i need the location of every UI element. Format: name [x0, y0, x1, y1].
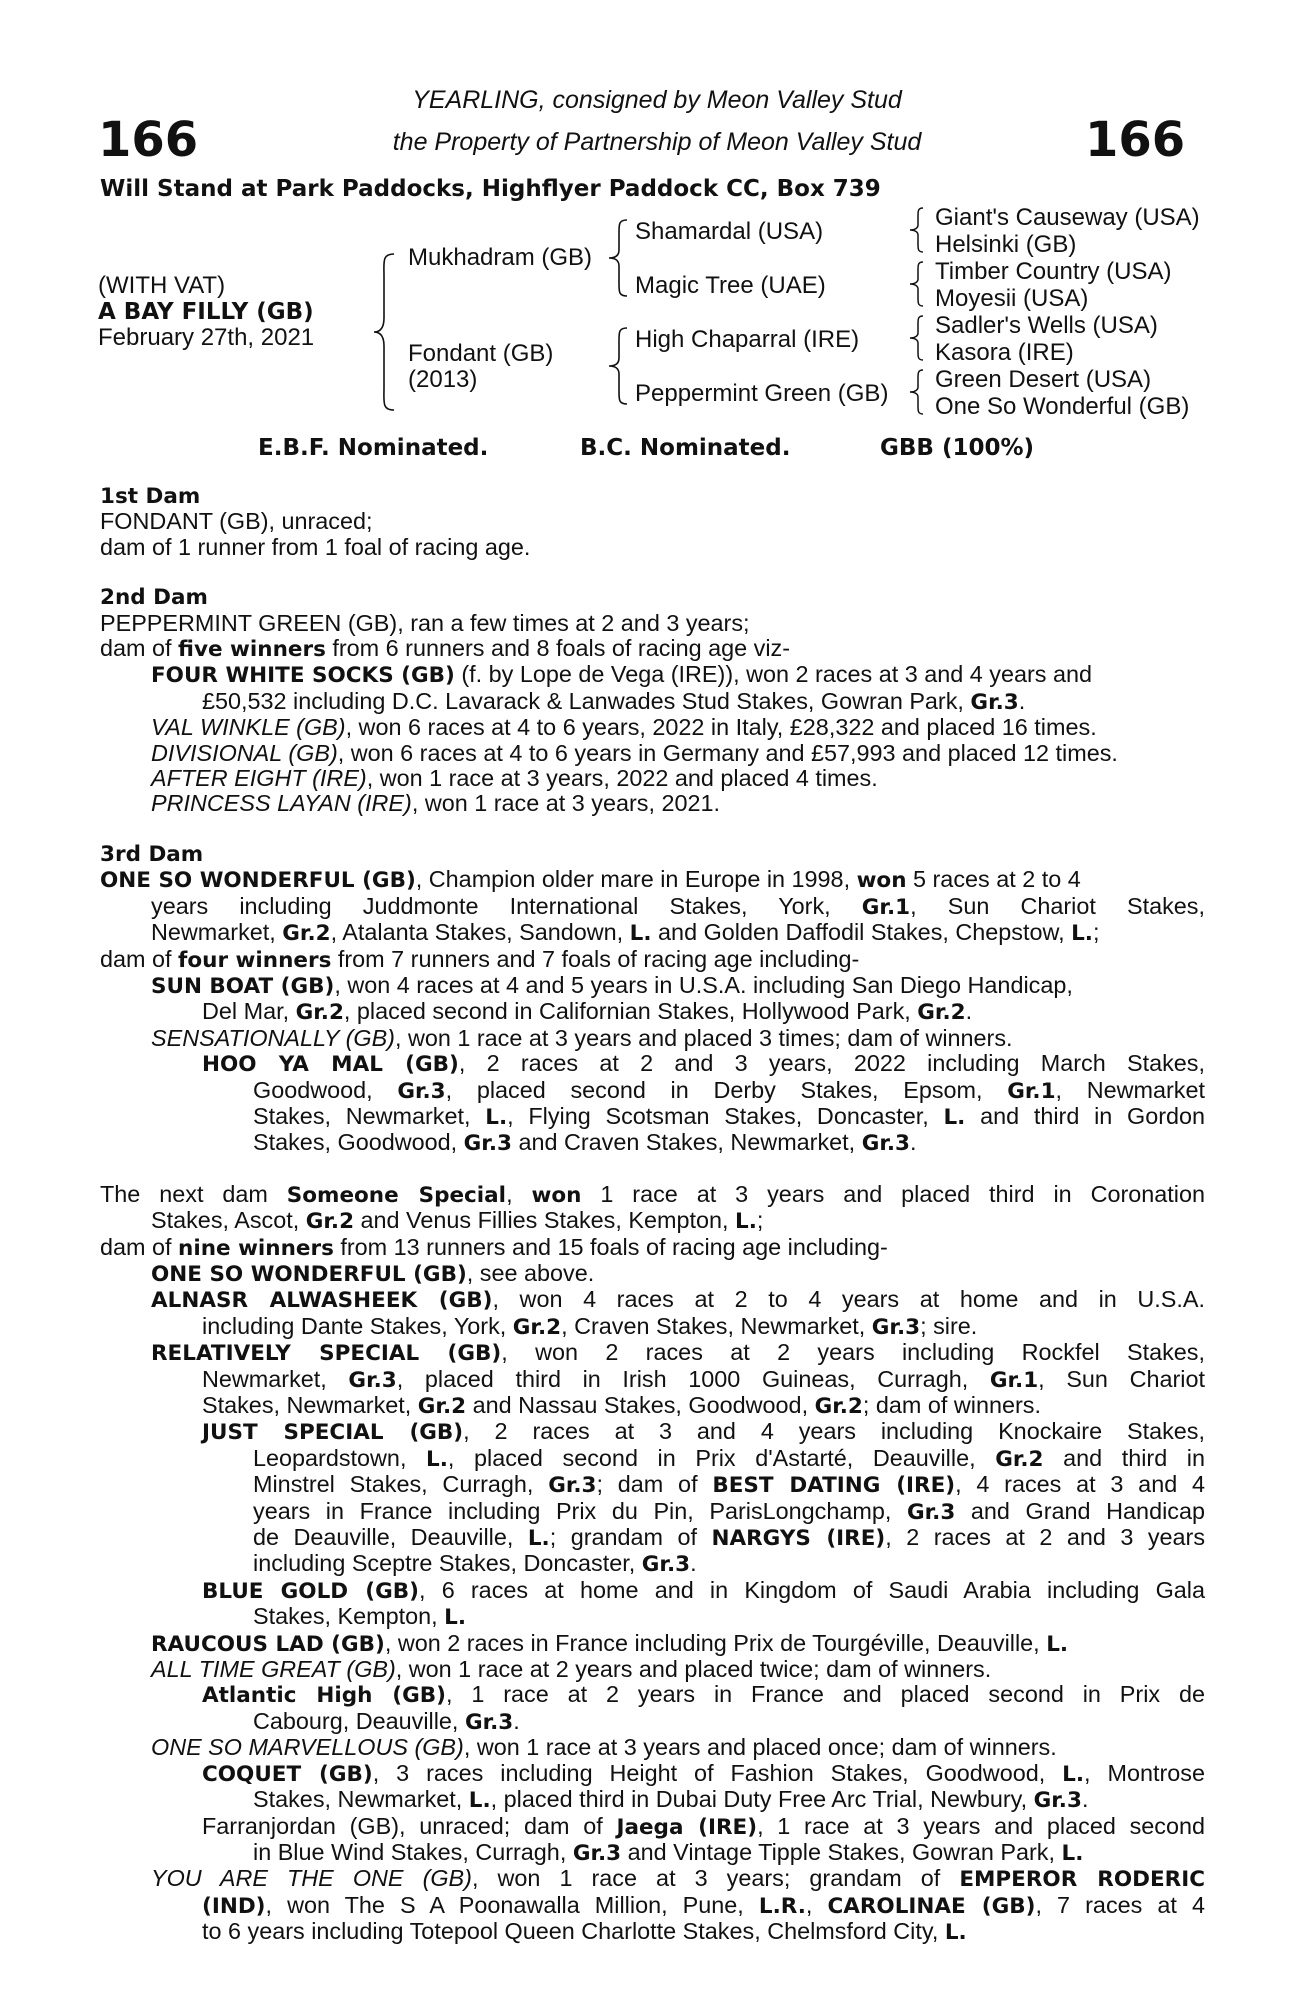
stand-location: Will Stand at Park Paddocks, Highflyer Paddock CC, Box 739: [100, 176, 881, 202]
lot-name: A BAY FILLY (GB): [98, 299, 314, 325]
text-line: Del Mar, Gr.2, placed second in Californian Stakes, Hollywood Park, Gr.2.: [202, 999, 973, 1026]
text-line: DIVISIONAL (GB), won 6 races at 4 to 6 years in Germany and £57,993 and placed 12 times.: [151, 740, 1118, 766]
pedigree-sire-sire: Shamardal (USA): [635, 218, 824, 245]
text-line: BLUE GOLD (GB), 6 races at home and in Kingdom of Saudi Arabia including Gala: [202, 1577, 1205, 1604]
ebf-nomination: E.B.F. Nominated.: [258, 435, 489, 461]
gbb-rating: GBB (100%): [880, 435, 1035, 461]
text-line: including Dante Stakes, York, Gr.2, Craven Stakes, Newmarket, Gr.3; sire.: [202, 1313, 978, 1340]
pedigree-sire: Mukhadram (GB): [408, 244, 593, 271]
text-line: PRINCESS LAYAN (IRE), won 1 race at 3 years, 2021.: [151, 791, 720, 817]
brace-icon: [908, 206, 926, 254]
text-line: SENSATIONALLY (GB), won 1 race at 3 years and placed 3 times; dam of winners.: [151, 1025, 1013, 1051]
text-line: COQUET (GB), 3 races including Height of Fashion Stakes, Goodwood, L., Montrose: [202, 1760, 1205, 1787]
text-line: YOU ARE THE ONE (GB), won 1 race at 3 years; grandam of EMPEROR RODERIC: [151, 1866, 1205, 1893]
pedigree-dam: Fondant (GB): [408, 340, 554, 367]
pedigree-gen4: Helsinki (GB): [935, 231, 1077, 258]
property-line: the Property of Partnership of Meon Valley Stud: [392, 128, 922, 156]
text-line: dam of 1 runner from 1 foal of racing age.: [100, 534, 531, 560]
brace-icon: [607, 218, 631, 298]
text-line: RAUCOUS LAD (GB), won 2 races in France including Prix de Tourgéville, Deauville, L.: [151, 1630, 1069, 1657]
text-line: Stakes, Kempton, L.: [253, 1604, 466, 1631]
text-line: Minstrel Stakes, Curragh, Gr.3; dam of BEST DATING (IRE), 4 races at 3 and 4: [253, 1472, 1205, 1499]
foaling-date: February 27th, 2021: [98, 324, 315, 351]
text-line: dam of nine winners from 13 runners and 15 foals of racing age including-: [100, 1234, 888, 1261]
text-line: RELATIVELY SPECIAL (GB), won 2 races at 2 years including Rockfel Stakes,: [151, 1340, 1205, 1367]
lot-number-right: 166: [1085, 112, 1186, 168]
vat-label: (WITH VAT): [98, 272, 226, 299]
pedigree-gen4: Kasora (IRE): [935, 339, 1074, 366]
pedigree-gen4: One So Wonderful (GB): [935, 393, 1190, 420]
text-line: Cabourg, Deauville, Gr.3.: [253, 1708, 520, 1735]
section-heading: 1st Dam: [100, 484, 201, 509]
text-line: The next dam Someone Special, won 1 race at 3 years and placed third in Coronation: [100, 1181, 1205, 1208]
text-line: FOUR WHITE SOCKS (GB) (f. by Lope de Vega (IRE)), won 2 races at 3 and 4 years and: [151, 662, 1092, 689]
consignment-line: YEARLING, consigned by Meon Valley Stud: [412, 86, 902, 114]
text-line: Farranjordan (GB), unraced; dam of Jaega (IRE), 1 race at 3 years and placed second: [202, 1813, 1205, 1840]
pedigree-gen4: Green Desert (USA): [935, 366, 1152, 393]
text-line: (IND), won The S A Poonawalla Million, Pune, L.R., CAROLINAE (GB), 7 races at 4: [202, 1892, 1205, 1919]
text-line: £50,532 including D.C. Lavarack & Lanwades Stud Stakes, Gowran Park, Gr.3.: [202, 688, 1026, 715]
text-line: Newmarket, Gr.3, placed third in Irish 1000 Guineas, Curragh, Gr.1, Sun Chariot: [202, 1366, 1205, 1393]
text-line: ALL TIME GREAT (GB), won 1 race at 2 years and placed twice; dam of winners.: [151, 1657, 992, 1683]
text-line: FONDANT (GB), unraced;: [100, 509, 373, 535]
pedigree-sire-dam: Magic Tree (UAE): [635, 272, 826, 299]
text-line: including Sceptre Stakes, Doncaster, Gr.3.: [253, 1551, 697, 1578]
text-line: de Deauville, Deauville, L.; grandam of NARGYS (IRE), 2 races at 2 and 3 years: [253, 1525, 1205, 1552]
text-line: dam of four winners from 7 runners and 7 foals of racing age including-: [100, 946, 860, 973]
text-line: ONE SO WONDERFUL (GB), Champion older mare in Europe in 1998, won 5 races at 2 to 4: [100, 867, 1081, 894]
bc-nomination: B.C. Nominated.: [580, 435, 791, 461]
pedigree-gen4: Sadler's Wells (USA): [935, 312, 1158, 339]
text-line: HOO YA MAL (GB), 2 races at 2 and 3 years, 2022 including March Stakes,: [202, 1051, 1205, 1078]
text-line: Newmarket, Gr.2, Atalanta Stakes, Sandown, L. and Golden Daffodil Stakes, Chepstow, L.;: [151, 920, 1100, 947]
pedigree-gen4: Giant's Causeway (USA): [935, 204, 1200, 231]
text-line: Stakes, Newmarket, L., Flying Scotsman Stakes, Doncaster, L. and third in Gordon: [253, 1103, 1205, 1130]
text-line: SUN BOAT (GB), won 4 races at 4 and 5 years in U.S.A. including San Diego Handicap,: [151, 972, 1073, 999]
text-line: years including Juddmonte International Stakes, York, Gr.1, Sun Chariot Stakes,: [151, 893, 1205, 920]
text-line: Stakes, Newmarket, L., placed third in Dubai Duty Free Arc Trial, Newbury, Gr.3.: [253, 1787, 1089, 1814]
text-line: Stakes, Newmarket, Gr.2 and Nassau Stakes, Goodwood, Gr.2; dam of winners.: [202, 1393, 1041, 1419]
brace-icon: [607, 326, 631, 406]
text-line: ALNASR ALWASHEEK (GB), won 4 races at 2 to 4 years at home and in U.S.A.: [151, 1287, 1205, 1314]
text-line: Atlantic High (GB), 1 race at 2 years in France and placed second in Prix de: [202, 1682, 1205, 1709]
text-line: ONE SO MARVELLOUS (GB), won 1 race at 3 years and placed once; dam of winners.: [151, 1735, 1057, 1761]
brace-icon: [908, 260, 926, 308]
text-line: AFTER EIGHT (IRE), won 1 race at 3 years, 2022 and placed 4 times.: [151, 766, 878, 792]
text-line: Stakes, Goodwood, Gr.3 and Craven Stakes, Newmarket, Gr.3.: [253, 1130, 917, 1157]
text-line: Goodwood, Gr.3, placed second in Derby Stakes, Epsom, Gr.1, Newmarket: [253, 1077, 1205, 1104]
text-line: VAL WINKLE (GB), won 6 races at 4 to 6 years, 2022 in Italy, £28,322 and placed 16 times.: [151, 715, 1097, 741]
text-line: PEPPERMINT GREEN (GB), ran a few times at 2 and 3 years;: [100, 610, 750, 636]
text-line: to 6 years including Totepool Queen Charlotte Stakes, Chelmsford City, L.: [202, 1919, 967, 1946]
text-line: dam of five winners from 6 runners and 8 foals of racing age viz-: [100, 636, 791, 663]
pedigree-dam-year: (2013): [408, 366, 478, 393]
text-line: Stakes, Ascot, Gr.2 and Venus Fillies Stakes, Kempton, L.;: [151, 1208, 764, 1235]
pedigree-gen4: Moyesii (USA): [935, 285, 1089, 312]
text-line: in Blue Wind Stakes, Curragh, Gr.3 and Vintage Tipple Stakes, Gowran Park, L.: [253, 1839, 1084, 1866]
text-line: JUST SPECIAL (GB), 2 races at 3 and 4 years including Knockaire Stakes,: [202, 1419, 1205, 1446]
section-heading: 3rd Dam: [100, 841, 204, 867]
section-heading: 2nd Dam: [100, 585, 208, 611]
brace-icon: [908, 314, 926, 362]
text-line: ONE SO WONDERFUL (GB), see above.: [151, 1260, 595, 1287]
text-line: Leopardstown, L., placed second in Prix d'Astarté, Deauville, Gr.2 and third in: [253, 1445, 1205, 1472]
pedigree-dam-sire: High Chaparral (IRE): [635, 326, 860, 353]
brace-icon: [908, 368, 926, 416]
text-line: years in France including Prix du Pin, ParisLongchamp, Gr.3 and Grand Handicap: [253, 1498, 1205, 1525]
pedigree-dam-dam: Peppermint Green (GB): [635, 380, 889, 407]
brace-icon: [372, 252, 398, 412]
lot-number-left: 166: [98, 112, 199, 168]
pedigree-gen4: Timber Country (USA): [935, 258, 1172, 285]
catalogue-body: [100, 484, 1205, 1946]
